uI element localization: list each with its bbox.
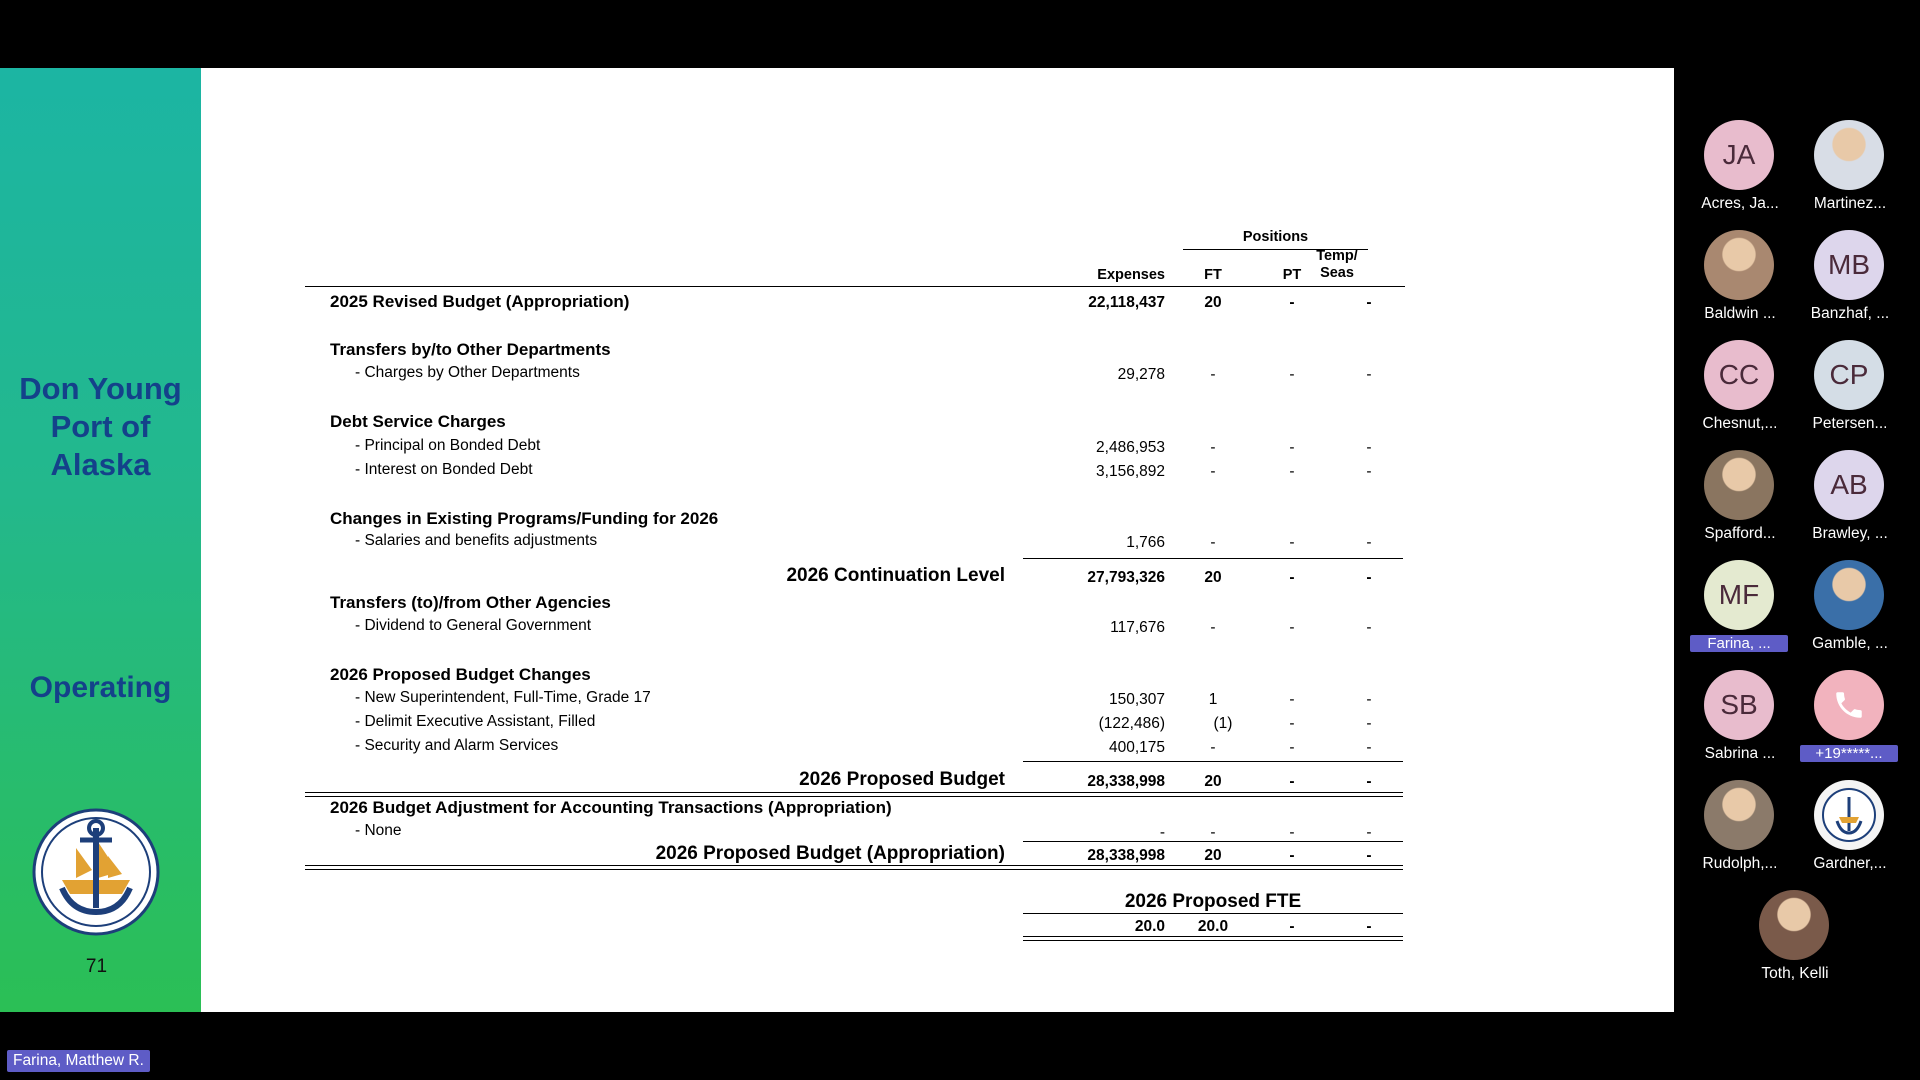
participant-avatar: MF xyxy=(1704,560,1774,630)
participant-tile[interactable] xyxy=(1685,120,1795,230)
fte-double-rule xyxy=(1023,936,1403,941)
row-expenses: 3,156,892 xyxy=(1096,463,1165,480)
row-pt: - xyxy=(1289,773,1295,790)
participant-tile[interactable] xyxy=(1795,780,1905,890)
row-label: - Salaries and benefits adjustments xyxy=(355,532,598,549)
row-pt: - xyxy=(1289,619,1295,636)
row-expenses: 117,676 xyxy=(1110,619,1165,636)
row-pt: - xyxy=(1289,366,1295,383)
participant-avatar: JA xyxy=(1704,120,1774,190)
total-double-rule xyxy=(305,865,1403,870)
participant-tile[interactable] xyxy=(1795,340,1905,450)
row-temp: - xyxy=(1366,739,1372,756)
organization-name xyxy=(0,370,201,484)
org-line-3: Alaska xyxy=(50,447,151,482)
row-label: - Charges by Other Departments xyxy=(355,364,580,381)
row-pt: - xyxy=(1289,569,1295,586)
self-video-name-label: Farina, Matthew R. xyxy=(7,1050,150,1072)
row-pt: - xyxy=(1289,847,1295,864)
row-label: - New Superintendent, Full-Time, Grade 17 xyxy=(355,689,651,706)
participant-photo xyxy=(1759,890,1829,960)
shared-slide xyxy=(0,68,1674,1012)
temp-label: Temp/ xyxy=(1316,248,1358,264)
row-label: - None xyxy=(355,822,402,839)
row-expenses: 150,307 xyxy=(1108,691,1165,708)
row-expenses: 2,486,953 xyxy=(1096,439,1165,456)
participant-tile[interactable] xyxy=(1685,780,1795,890)
positions-header: Positions xyxy=(1242,229,1309,245)
participant-name: Brawley, ... xyxy=(1812,525,1888,542)
row-label: - Principal on Bonded Debt xyxy=(355,437,541,454)
row-expenses: 22,118,437 xyxy=(1088,294,1165,311)
row-label-text: Principal on Bonded Debt xyxy=(364,437,541,454)
col-expenses: Expenses xyxy=(1097,267,1165,283)
total-double-rule xyxy=(305,792,1403,797)
row-label: - Interest on Bonded Debt xyxy=(355,461,533,478)
row-pt: - xyxy=(1289,715,1295,732)
row-pt: - xyxy=(1289,534,1295,551)
participant-name: Chesnut,... xyxy=(1702,415,1778,432)
fte-label: 2026 Proposed FTE xyxy=(1124,891,1302,912)
phone-participant-icon xyxy=(1814,670,1884,740)
participant-name: Gardner,... xyxy=(1813,855,1887,872)
port-seal-logo xyxy=(32,808,160,936)
participant-name: Martinez... xyxy=(1813,195,1887,212)
row-temp: - xyxy=(1366,366,1372,383)
section-title: Changes in Existing Programs/Funding for 2026 xyxy=(330,509,719,528)
participant-avatar: CP xyxy=(1814,340,1884,410)
row-pt: - xyxy=(1289,824,1295,841)
total-label: 2026 Proposed Budget (Appropriation) xyxy=(655,843,1005,864)
row-temp: - xyxy=(1366,847,1372,864)
section-title: 2026 Proposed Budget Changes xyxy=(330,665,591,684)
row-temp: - xyxy=(1366,439,1372,456)
org-line-2: Port of xyxy=(50,409,151,444)
row-temp: - xyxy=(1366,773,1372,790)
row-label-text: Charges by Other Departments xyxy=(364,364,580,381)
subtotal-rule xyxy=(1023,558,1403,559)
participant-logo xyxy=(1814,780,1884,850)
col-pt: PT xyxy=(1282,267,1302,283)
seas-label: Seas xyxy=(1320,265,1354,281)
col-ft: FT xyxy=(1204,267,1222,283)
row-ft: - xyxy=(1210,366,1216,383)
slide-page-number: 71 xyxy=(85,956,108,977)
section-title: Operating xyxy=(29,671,172,704)
participant-tile[interactable] xyxy=(1740,890,1850,1000)
row-expenses: 28,338,998 xyxy=(1087,773,1165,790)
row-label-text: Interest on Bonded Debt xyxy=(364,461,533,478)
section-title: Debt Service Charges xyxy=(330,412,506,431)
section-title: 2026 Budget Adjustment for Accounting Transactions (Appropriation) xyxy=(330,798,892,817)
participant-avatar: SB xyxy=(1704,670,1774,740)
participant-tile[interactable] xyxy=(1795,560,1905,670)
participant-avatar: CC xyxy=(1704,340,1774,410)
row-ft: - xyxy=(1210,739,1216,756)
row-label: 2025 Revised Budget (Appropriation) xyxy=(330,292,630,311)
row-pt: - xyxy=(1289,463,1295,480)
row-pt: - xyxy=(1289,739,1295,756)
participant-tile[interactable] xyxy=(1795,230,1905,340)
participant-name: Gamble, ... xyxy=(1812,635,1888,652)
section-title: Transfers by/to Other Departments xyxy=(330,340,611,359)
participant-photo xyxy=(1814,120,1884,190)
row-ft: (1) xyxy=(1213,715,1233,732)
section-title: Transfers (to)/from Other Agencies xyxy=(330,593,611,612)
row-ft: - xyxy=(1210,463,1216,480)
participant-name: Banzhaf, ... xyxy=(1810,305,1890,322)
row-ft: 20 xyxy=(1204,294,1222,311)
fte-ft: 20.0 xyxy=(1197,918,1229,935)
row-label: - Dividend to General Government xyxy=(355,617,592,634)
row-expenses: 28,338,998 xyxy=(1087,847,1165,864)
row-expenses: 27,793,326 xyxy=(1087,569,1165,586)
budget-table xyxy=(305,160,1405,935)
row-ft: - xyxy=(1210,439,1216,456)
row-expenses: (122,486) xyxy=(1098,715,1165,732)
fte-temp: - xyxy=(1366,918,1372,935)
row-ft: - xyxy=(1210,824,1216,841)
participant-tile[interactable] xyxy=(1685,560,1795,670)
fte-pt: - xyxy=(1289,918,1295,935)
row-label-text: Dividend to General Government xyxy=(364,617,592,634)
participant-name: Sabrina ... xyxy=(1704,745,1776,762)
row-label-text: Delimit Executive Assistant, Filled xyxy=(364,713,596,730)
row-ft: 20 xyxy=(1204,569,1222,586)
row-temp: - xyxy=(1366,569,1372,586)
participant-avatar: AB xyxy=(1814,450,1884,520)
row-label-text: New Superintendent, Full-Time, Grade 17 xyxy=(364,689,651,706)
row-ft: 20 xyxy=(1204,847,1222,864)
total-label: 2026 Continuation Level xyxy=(786,565,1005,586)
row-expenses: 29,278 xyxy=(1117,366,1165,383)
participant-name-active: Farina, ... xyxy=(1690,635,1788,652)
participant-tile[interactable] xyxy=(1685,450,1795,560)
total-label: 2026 Proposed Budget xyxy=(799,769,1005,790)
row-label-text: None xyxy=(364,822,402,839)
participant-tile[interactable] xyxy=(1685,340,1795,450)
participant-tile[interactable] xyxy=(1795,120,1905,230)
participant-tile[interactable] xyxy=(1685,230,1795,340)
row-temp: - xyxy=(1366,691,1372,708)
participant-tile[interactable] xyxy=(1795,450,1905,560)
participant-tile[interactable] xyxy=(1795,670,1905,780)
participant-photo xyxy=(1814,560,1884,630)
subtotal-rule xyxy=(1023,761,1403,762)
participant-avatar: MB xyxy=(1814,230,1884,300)
subtotal-rule xyxy=(1023,841,1403,842)
row-label-text: Security and Alarm Services xyxy=(364,737,559,754)
header-bottom-rule xyxy=(305,286,1405,287)
participant-photo xyxy=(1704,780,1774,850)
row-temp: - xyxy=(1366,463,1372,480)
participant-name: Acres, Ja... xyxy=(1701,195,1779,212)
participant-name: Rudolph,... xyxy=(1702,855,1778,872)
row-label-text: Salaries and benefits adjustments xyxy=(364,532,598,549)
row-ft: - xyxy=(1210,534,1216,551)
row-expenses: 1,766 xyxy=(1126,534,1165,551)
row-label: - Delimit Executive Assistant, Filled xyxy=(355,713,596,730)
row-ft: 1 xyxy=(1208,691,1218,708)
row-temp: - xyxy=(1366,534,1372,551)
org-line-1: Don Young xyxy=(19,371,182,406)
row-expenses: 400,175 xyxy=(1108,739,1165,756)
participant-name: Baldwin ... xyxy=(1704,305,1776,322)
row-ft: 20 xyxy=(1204,773,1222,790)
row-ft: - xyxy=(1210,619,1216,636)
slide-side-panel xyxy=(0,68,201,1012)
participant-photo xyxy=(1704,450,1774,520)
participant-photo xyxy=(1704,230,1774,300)
row-temp: - xyxy=(1366,715,1372,732)
row-label: - Security and Alarm Services xyxy=(355,737,559,754)
row-expenses: - xyxy=(1159,824,1165,841)
participant-name: Petersen... xyxy=(1812,415,1888,432)
participant-tile[interactable] xyxy=(1685,670,1795,780)
row-pt: - xyxy=(1289,439,1295,456)
participant-name: Spafford... xyxy=(1704,525,1776,542)
row-temp: - xyxy=(1366,824,1372,841)
row-temp: - xyxy=(1366,619,1372,636)
participant-name: Toth, Kelli xyxy=(1761,965,1829,982)
participant-name-active: +19*****... xyxy=(1800,745,1898,762)
fte-expenses: 20.0 xyxy=(1134,918,1165,935)
row-pt: - xyxy=(1289,691,1295,708)
row-temp: - xyxy=(1366,294,1372,311)
fte-top-rule xyxy=(1023,913,1403,914)
row-pt: - xyxy=(1289,294,1295,311)
